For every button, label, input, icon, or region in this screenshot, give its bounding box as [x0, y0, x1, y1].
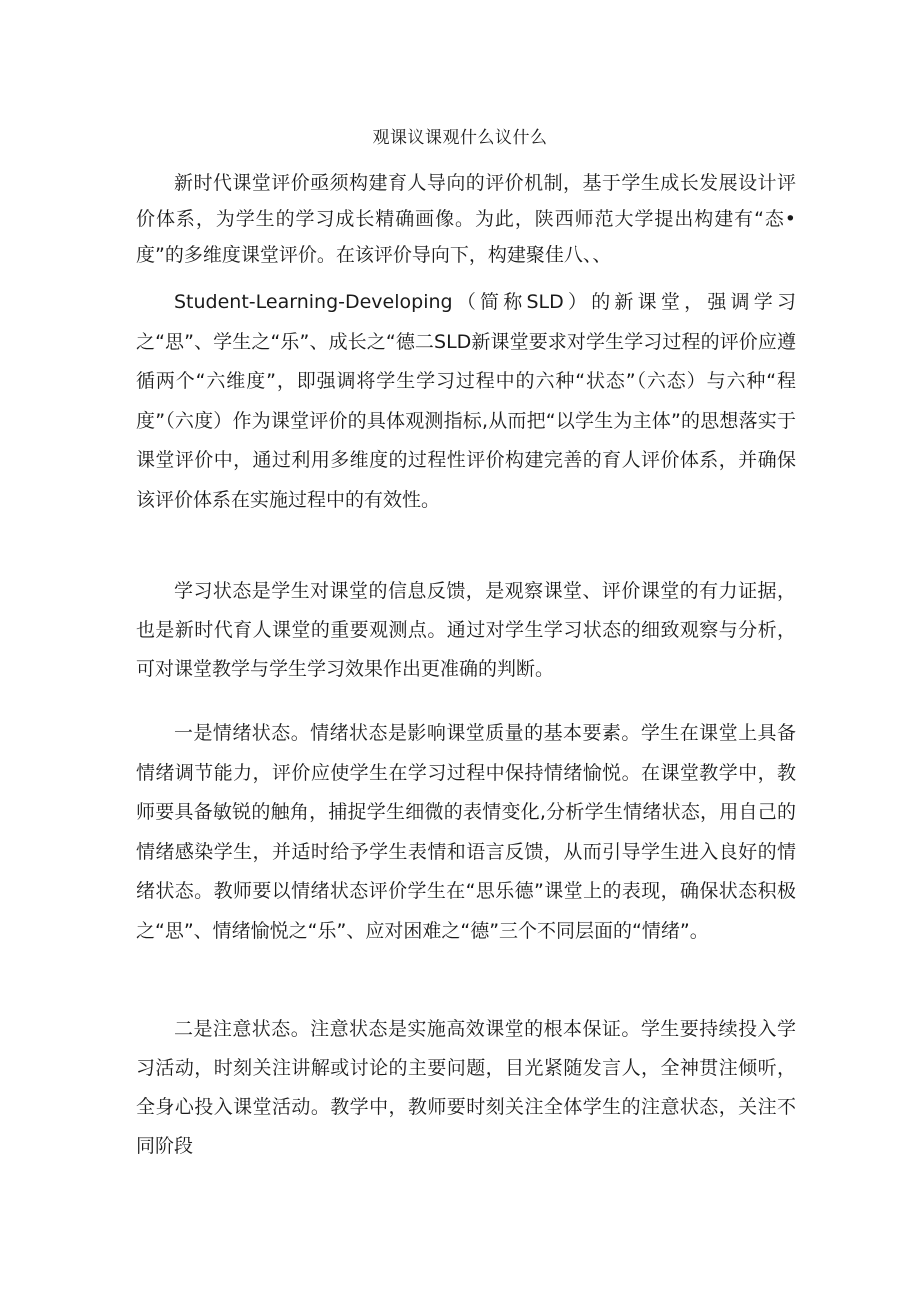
paragraph-intro: 新时代课堂评价亟须构建育人导向的评价机制，基于学生成长发展设计评价体系，为学生的学习成长精确画像。为此，陕西师范大学提出构建有“态•度”的多维度课堂评价。在该评价导向下，构建聚佳八、、 — [136, 172, 796, 266]
paragraph-learning-state: 学习状态是学生对课堂的信息反馈，是观察课堂、评价课堂的有力证据，也是新时代育人课堂的重要观测点。通过对学生学习状态的细致观察与分析，可对课堂教学与学生学习效果作出更准确的判断。 — [136, 580, 796, 680]
document-title: 观课议课观什么议什么 — [372, 128, 548, 148]
paragraph-sld: Student-Learning-Developing（简称SLD）的新课堂，强调学习之“思”、学生之“乐”、成长之“德二SLD新课堂要求对学生学习过程的评价应遵循两个“六维度”，即强调将学生学习过程中的六种“状态”（六态）与六种“程度”（六度）作为课堂评价的具体观测指标,从而把“以学生为主体”的思想落实于课堂评价中，通过利用多维度的过程性评价构建完善的育人评价体系，并确保该评价体系在实施过程中的有效性。 — [136, 291, 796, 511]
paragraph-attention-state: 二是注意状态。注意状态是实施高效课堂的根本保证。学生要持续投入学习活动，时刻关注讲解或讨论的主要问题，目光紧随发言人，全神贯注倾听，全身心投入课堂活动。教学中，教师要时刻关注全体学生的注意状态，关注不同阶段 — [136, 1018, 796, 1157]
paragraph-emotion-state: 一是情绪状态。情绪状态是影响课堂质量的基本要素。学生在课堂上具备情绪调节能力，评价应使学生在学习过程中保持情绪愉悦。在课堂教学中，教师要具备敏锐的触角，捕捉学生细微的表情变化,分析学生情绪状态，用自己的情绪感染学生，并适时给予学生表情和语言反馈，从而引导学生进入良好的情绪状态。教师要以情绪状态评价学生在“思乐德”课堂上的表现，确保状态积极之“思”、情绪愉悦之“乐”、应对困难之“德”三个不同层面的“情绪”。 — [136, 722, 796, 942]
